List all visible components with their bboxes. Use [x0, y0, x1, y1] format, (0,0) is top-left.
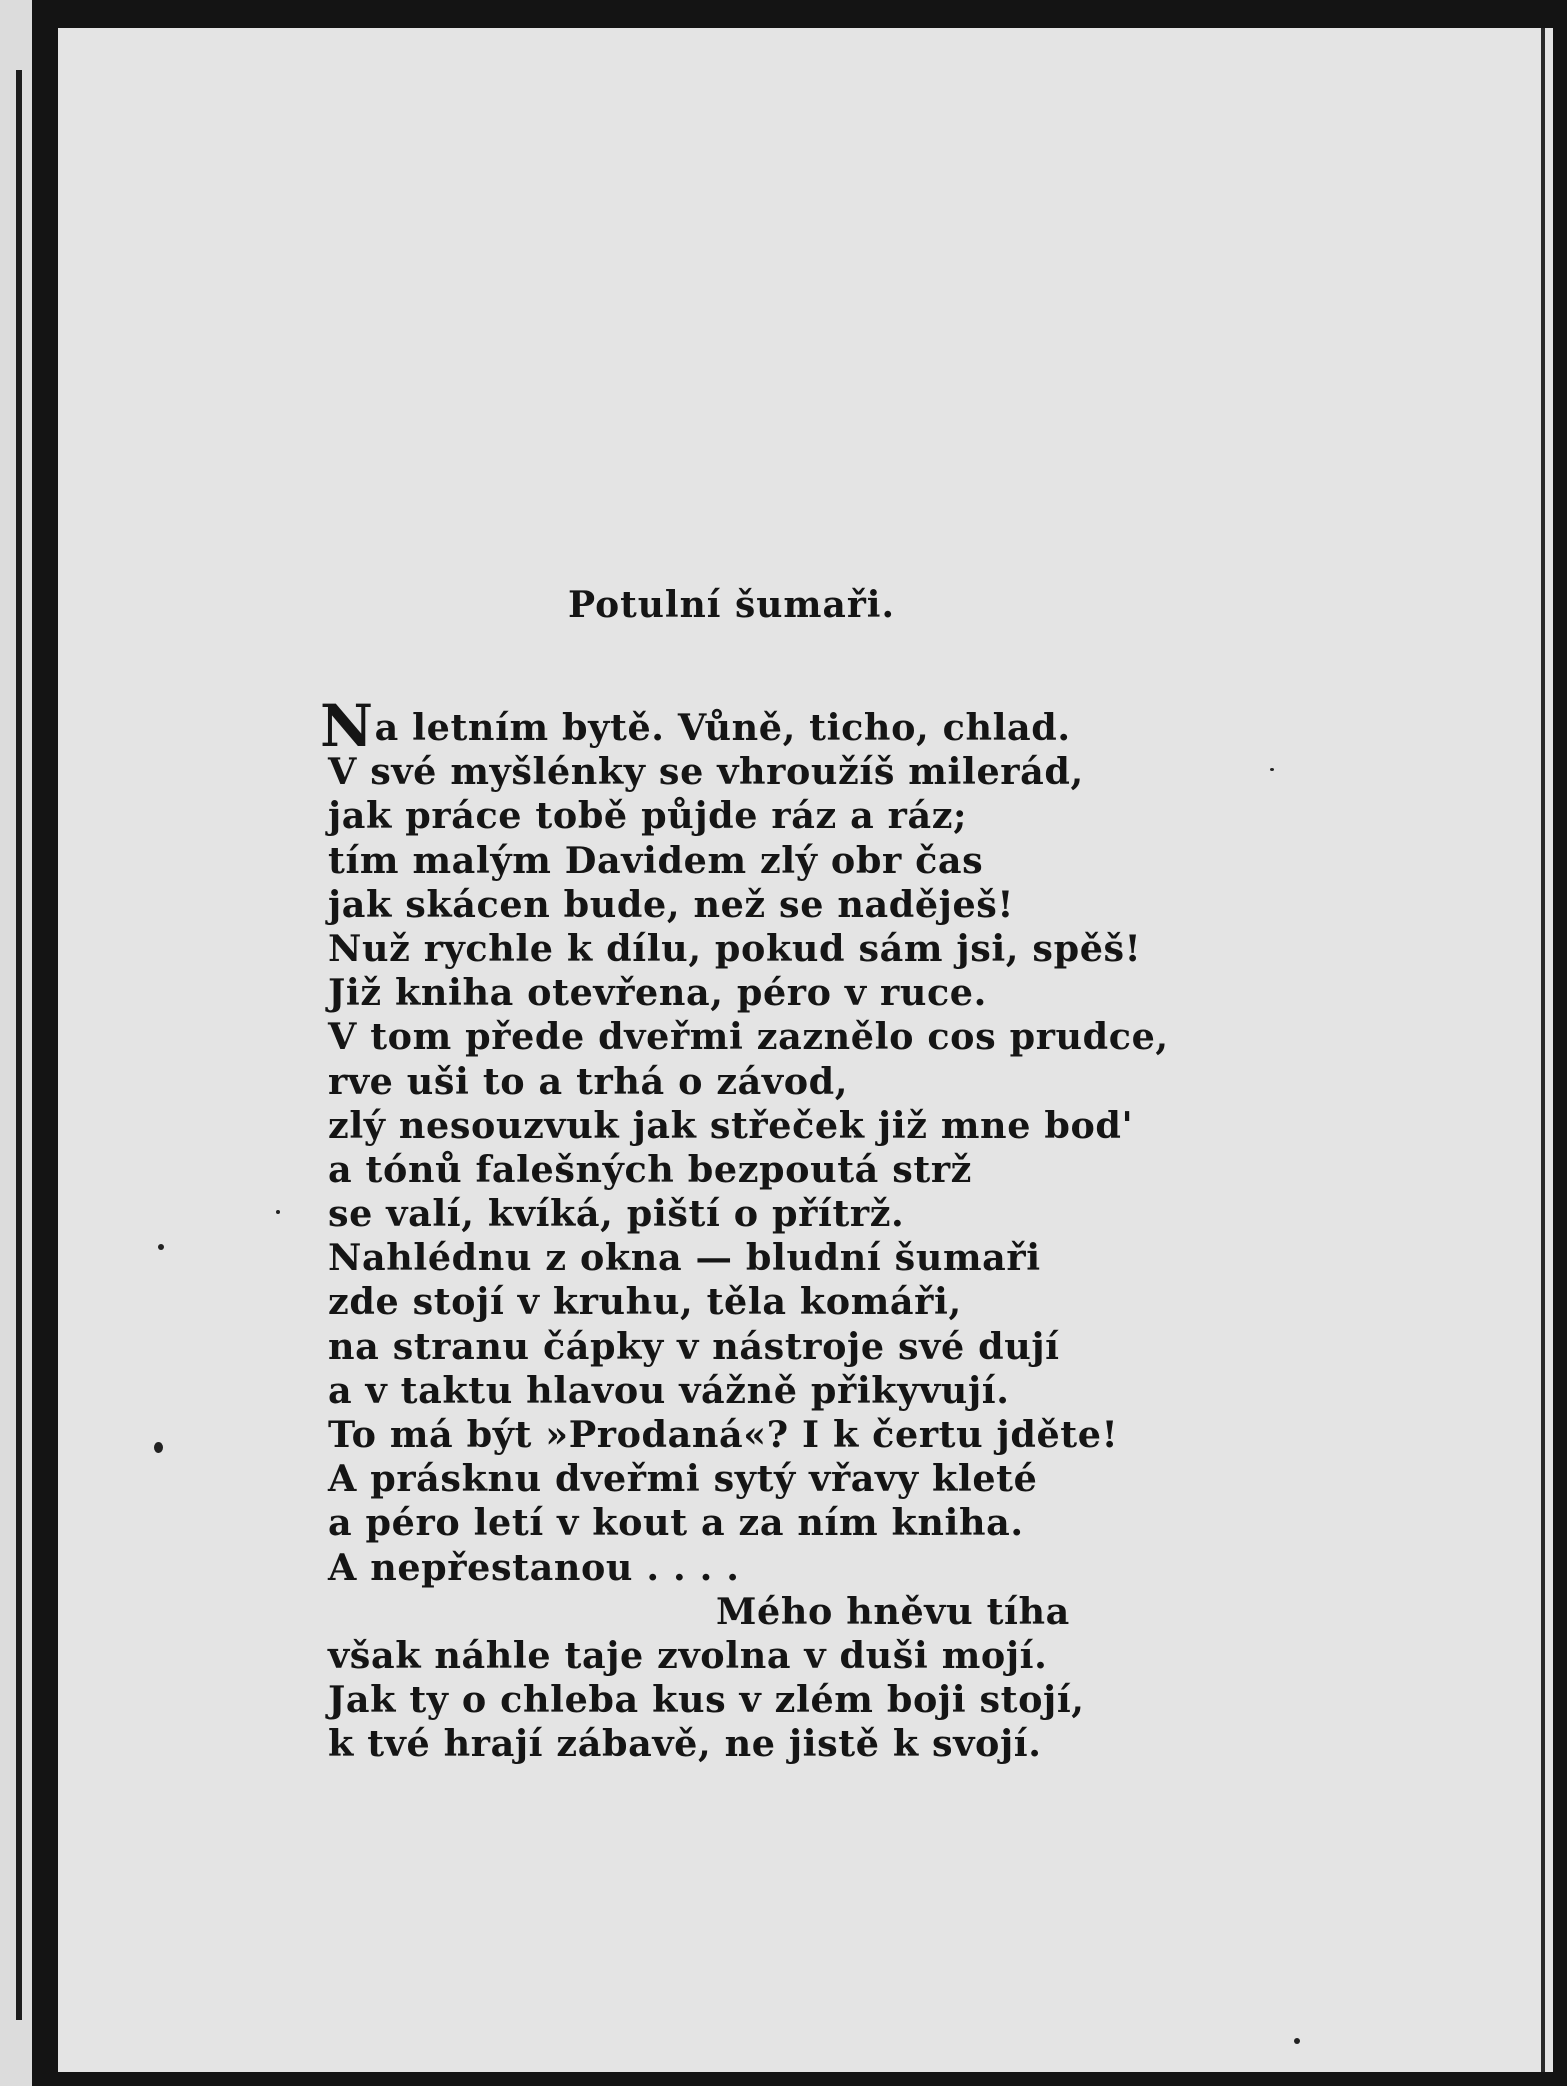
poem-line: zde stojí v kruhu, těla komáři,: [328, 1280, 962, 1324]
binding-shadow: [16, 70, 22, 2020]
poem-line: a tónů falešných bezpoutá strž: [328, 1147, 973, 1191]
poem-line: jak práce tobě půjde ráz a ráz;: [328, 794, 968, 838]
poem-line: To má být »Prodaná«? I k čertu jděte!: [328, 1413, 1119, 1456]
poem-line: na stranu čápky v nástroje své dují: [328, 1324, 1060, 1368]
poem-line: k tvé hrají zábavě, ne jistě k svojí.: [328, 1722, 1042, 1766]
poem-line: zlý nesouzvuk jak střeček již mne bod': [328, 1103, 1134, 1147]
poem-line: a péro letí v kout a za ním kniha.: [328, 1501, 1024, 1545]
poem-line: Již kniha otevřena, péro v ruce.: [328, 971, 987, 1015]
print-speck: [276, 1210, 280, 1214]
poem-line: a v taktu hlavou vážně přikyvují.: [328, 1368, 1010, 1412]
poem-line: Jak ty o chleba kus v zlém boji stojí,: [328, 1678, 1085, 1722]
page-border-right: [1541, 28, 1545, 2072]
poem-line: A prásknu dveřmi sytý vřavy kleté: [328, 1457, 1038, 1501]
print-speck: [1270, 768, 1274, 771]
poem-line: se valí, kvíká, piští o přítrž.: [328, 1192, 905, 1236]
print-speck: [1294, 2038, 1300, 2044]
poem-title: Potulní šumaři.: [568, 584, 896, 626]
poem-line: [320, 692, 1328, 760]
poem-line: Nahlédnu z okna — bludní šumaři: [328, 1236, 1041, 1280]
poem-line-text: a letním bytě. Vůně, ticho, chlad.: [374, 706, 1071, 749]
print-speck: [154, 1442, 163, 1453]
print-speck: [158, 1244, 164, 1250]
poem-line: tím malým Davidem zlý obr čas: [328, 838, 984, 882]
poem-line: rve uši to a trhá o závod,: [328, 1059, 849, 1103]
book-page: [58, 28, 1553, 2072]
poem-line: však náhle taje zvolna v duši mojí.: [328, 1633, 1048, 1677]
poem-body: [320, 692, 1328, 1767]
poem-line: jak skácen bude, než se naděješ!: [328, 882, 1015, 926]
poem-line: Nuž rychle k dílu, pokud sám jsi, spěš!: [328, 926, 1142, 970]
poem-line: V tom přede dveřmi zaznělo cos prudce,: [328, 1015, 1169, 1059]
poem-line: Mého hněvu tíha: [716, 1589, 1070, 1633]
poem-line: V své myšlénky se vhroužíš milerád,: [328, 750, 1084, 794]
drop-cap: N: [320, 692, 374, 760]
poem-line: A nepřestanou . . . .: [328, 1545, 740, 1589]
